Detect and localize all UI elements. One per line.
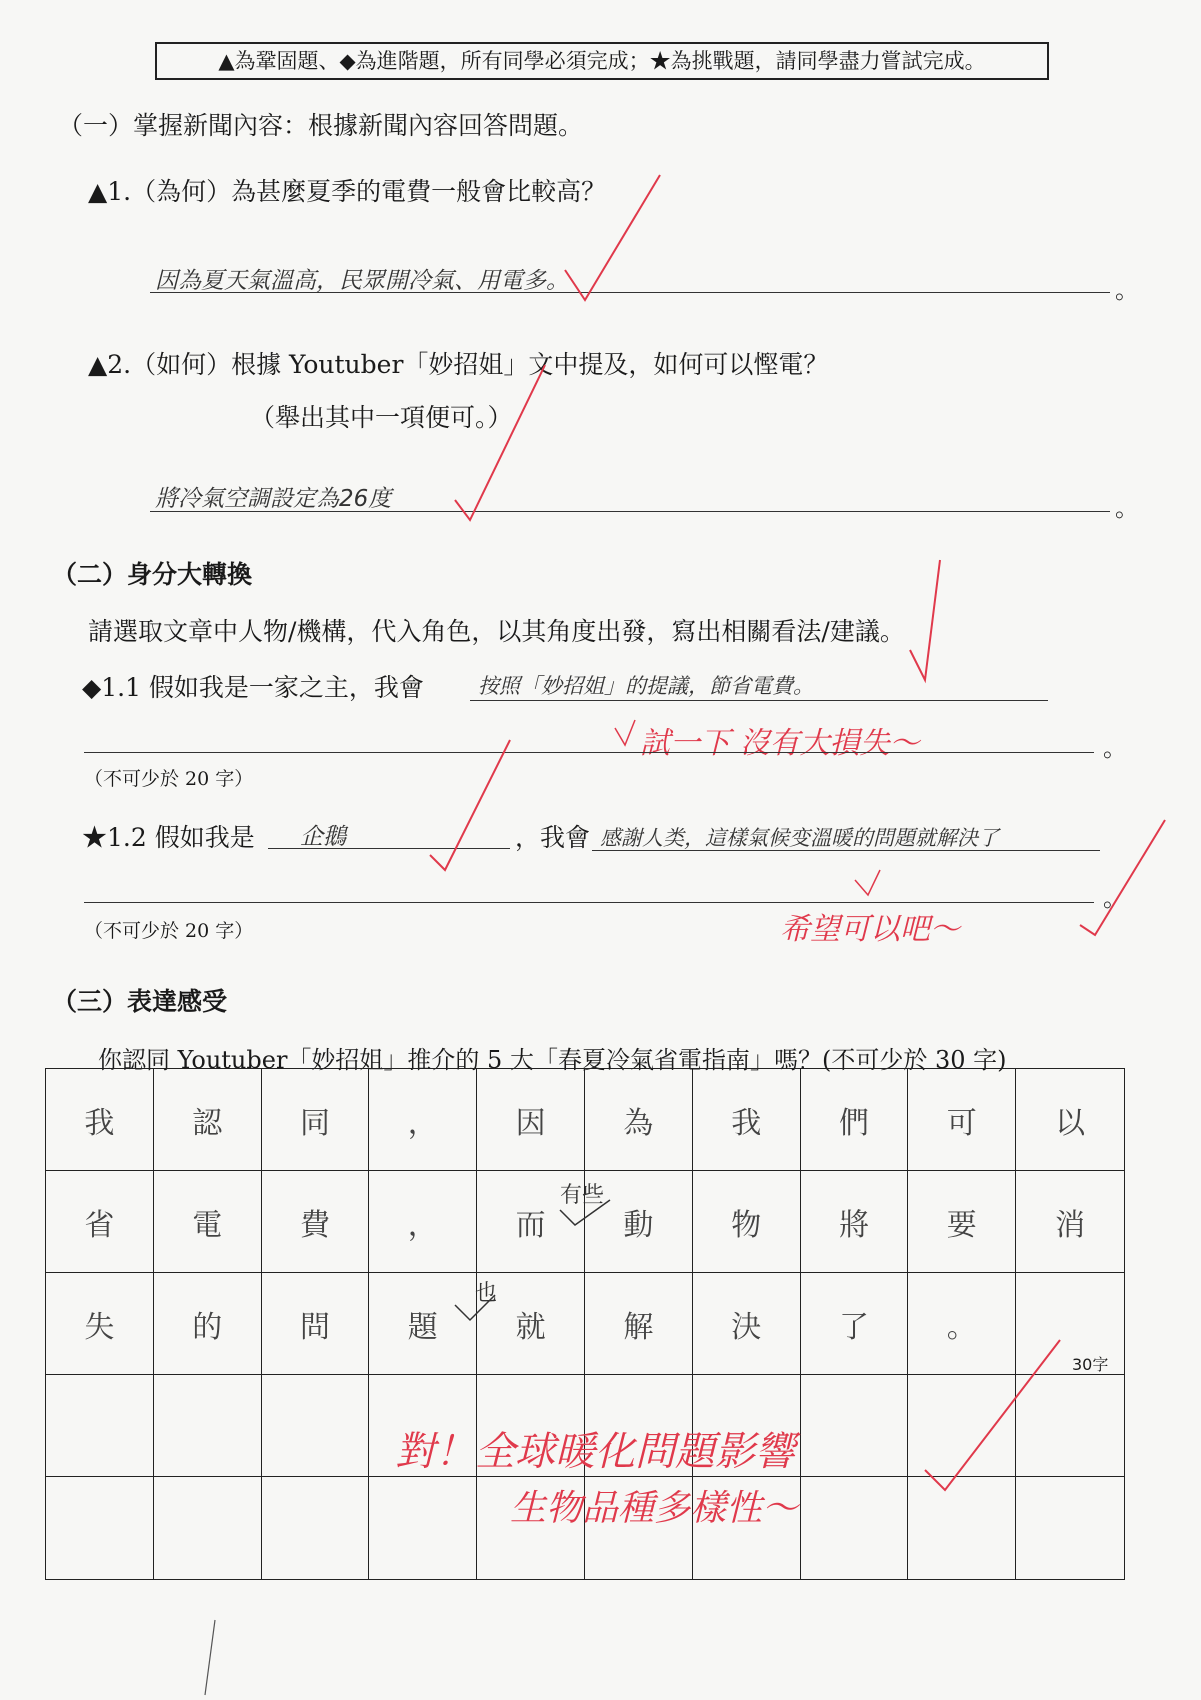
answer-line-1-2a	[592, 850, 1100, 851]
instruction-notice: ▲為鞏固題、◆為進階題，所有同學必須完成；★為挑戰題，請同學盡力嘗試完成。	[155, 42, 1049, 80]
pencil-stroke	[205, 1620, 215, 1695]
check-mark-2	[455, 365, 545, 520]
question-1-2-answer[interactable]: 感謝人类，這樣氣候变溫暖的問題就解決了	[600, 826, 999, 850]
caret-2	[855, 870, 880, 895]
insert-mark-1: 有些	[560, 1183, 605, 1208]
period-4: 。	[1103, 884, 1127, 912]
question-2-note: （舉出其中一項便可。）	[250, 403, 513, 432]
grid-cell[interactable]: 認	[154, 1069, 262, 1171]
section-2-title: （二）身分大轉換	[52, 560, 253, 589]
grid-cell[interactable]: 我	[693, 1069, 801, 1171]
word-count-label: 30字	[1072, 1355, 1109, 1374]
grid-cell[interactable]	[908, 1375, 1016, 1477]
grid-cell[interactable]	[154, 1375, 262, 1477]
period-2: 。	[1115, 494, 1139, 522]
grid-cell[interactable]: ，	[369, 1171, 477, 1273]
grid-cell[interactable]: 們	[801, 1069, 909, 1171]
grid-cell[interactable]: 費	[262, 1171, 370, 1273]
question-1-1-label: ◆1.1 假如我是一家之主，我會	[82, 673, 424, 702]
question-1-label: ▲1.（為何）為甚麼夏季的電費一般會比較高？	[88, 177, 607, 206]
section-2-instruction: 請選取文章中人物/機構，代入角色，以其角度出發，寫出相關看法/建議。	[88, 617, 905, 646]
grid-cell[interactable]: 省	[46, 1171, 154, 1273]
question-2-label: ▲2.（如何）根據 Youtuber「妙招姐」文中提及，如何可以慳電？	[88, 350, 829, 379]
min-length-note-2: （不可少於 20 字）	[84, 920, 254, 942]
grid-cell[interactable]: 解	[585, 1273, 693, 1375]
grid-cell[interactable]: 為	[585, 1069, 693, 1171]
grid-cell[interactable]: 。	[908, 1273, 1016, 1375]
grid-cell[interactable]	[262, 1375, 370, 1477]
grid-cell[interactable]	[908, 1477, 1016, 1579]
grid-cell[interactable]: 消	[1016, 1171, 1124, 1273]
check-mark-4	[430, 740, 510, 870]
grid-cell[interactable]: 問	[262, 1273, 370, 1375]
insert-mark-2: 也	[475, 1281, 498, 1306]
question-1-2-label-a: ★1.2 假如我是	[82, 823, 255, 852]
question-1-2-label-b: ，我會	[515, 823, 591, 852]
grid-cell[interactable]: 就	[477, 1273, 585, 1375]
grid-cell[interactable]: 而	[477, 1171, 585, 1273]
answer-line-1-2b	[84, 902, 1094, 903]
grid-cell[interactable]: ，	[369, 1069, 477, 1171]
grid-cell[interactable]	[369, 1477, 477, 1579]
grid-cell[interactable]	[46, 1375, 154, 1477]
grid-cell[interactable]: 同	[262, 1069, 370, 1171]
period-3: 。	[1103, 734, 1127, 762]
grid-cell[interactable]: 因	[477, 1069, 585, 1171]
grid-cell[interactable]	[801, 1375, 909, 1477]
grid-cell[interactable]: 動	[585, 1171, 693, 1273]
grid-cell[interactable]	[801, 1477, 909, 1579]
teacher-comment-3a: 對！全球暖化問題影響	[395, 1429, 795, 1475]
answer-line-2	[150, 511, 1110, 512]
grid-cell[interactable]: 可	[908, 1069, 1016, 1171]
section-3-title: （三）表達感受	[52, 987, 228, 1016]
grid-cell[interactable]	[1016, 1375, 1124, 1477]
question-1-2-role[interactable]: 企鵝	[300, 824, 346, 850]
grid-cell[interactable]	[262, 1477, 370, 1579]
section-1-title: （一）掌握新聞內容：根據新聞內容回答問題。	[58, 111, 584, 140]
question-1-answer[interactable]: 因為夏天氣溫高，民眾開冷氣、用電多。	[155, 268, 569, 294]
grid-cell[interactable]	[154, 1477, 262, 1579]
grid-cell[interactable]: 電	[154, 1171, 262, 1273]
teacher-comment-1-2: 希望可以吧～	[780, 912, 960, 947]
period-1: 。	[1115, 276, 1139, 304]
grid-cell[interactable]: 了	[801, 1273, 909, 1375]
check-mark-3	[910, 560, 940, 680]
min-length-note-1: （不可少於 20 字）	[84, 768, 254, 790]
grid-cell[interactable]: 的	[154, 1273, 262, 1375]
grid-cell[interactable]: 失	[46, 1273, 154, 1375]
caret-1	[615, 720, 635, 745]
teacher-comment-1-1: 試一下 沒有大損失～	[640, 726, 920, 761]
grid-cell[interactable]: 要	[908, 1171, 1016, 1273]
grid-cell[interactable]: 將	[801, 1171, 909, 1273]
grid-cell[interactable]: 決	[693, 1273, 801, 1375]
answer-line-1	[150, 292, 1110, 293]
teacher-comment-3b: 生物品種多樣性～	[510, 1488, 799, 1529]
question-1-1-answer[interactable]: 按照「妙招姐」的提議，節省電費。	[478, 674, 814, 698]
grid-cell[interactable]	[46, 1477, 154, 1579]
section-3-question: 你認同 Youtuber「妙招姐」推介的 5 大「春夏冷氣省電指南」嗎？(不可少於 30 字)	[98, 1046, 1007, 1074]
grid-cell[interactable]: 題	[369, 1273, 477, 1375]
question-2-answer[interactable]: 將冷氣空調設定為26度	[155, 486, 392, 512]
grid-cell[interactable]: 以	[1016, 1069, 1124, 1171]
role-line	[268, 848, 510, 849]
grid-cell[interactable]: 我	[46, 1069, 154, 1171]
grid-cell[interactable]: 物	[693, 1171, 801, 1273]
grid-cell[interactable]	[1016, 1477, 1124, 1579]
answer-line-1-1a	[470, 700, 1048, 701]
answer-line-1-1b	[84, 752, 1094, 753]
